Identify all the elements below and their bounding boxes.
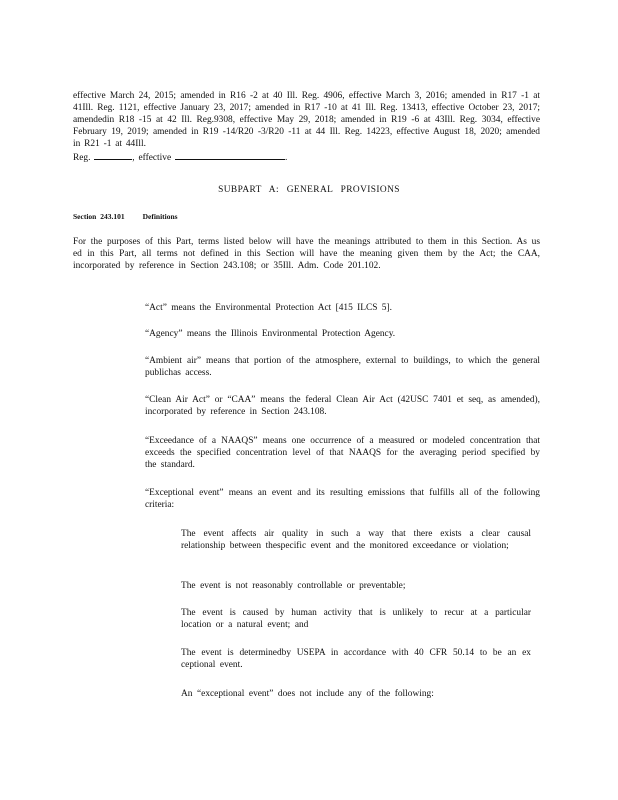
section-heading bbox=[73, 211, 196, 223]
subpart-heading: SUBPART A: GENERAL PROVISIONS bbox=[218, 185, 400, 195]
blank-line-date bbox=[175, 150, 285, 160]
definition-act: “Act” means the Environmental Protection Act [415 ILCS 5]. bbox=[145, 303, 392, 313]
definition-ambient-air: “Ambient air” means that portion of the atmosphere, external to buildings, to which the general publichas access. bbox=[145, 356, 540, 378]
blank-line-reg bbox=[94, 150, 132, 160]
criterion-not-controllable: The event is not reasonably controllable or preventable; bbox=[181, 581, 406, 591]
reg-end: . bbox=[284, 153, 288, 163]
section-title: Definitions bbox=[142, 212, 178, 221]
reg-middle: , effective bbox=[132, 153, 172, 163]
definition-exceptional-event: “Exceptional event” means an event and its resulting emissions that fulfills all of the following criteria: bbox=[145, 488, 540, 510]
definition-exceedance: “Exceedance of a NAAQS” means one occurrence of a measured or modeled concentration that exceeds the specified concentration level of that NAAQS for the averaging period specified by the standard. bbox=[145, 436, 540, 470]
criterion-human-or-natural: The event is caused by human activity that is unlikely to recur at a particular location or a natural event; and bbox=[181, 608, 531, 630]
criterion-usepa-determined: The event is determinedby USEPA in accordance with 40 CFR 50.14 to be an ex ceptional event. bbox=[181, 648, 531, 670]
criterion-causal-relationship: The event affects air quality in such a way that there exists a clear causal relationship between thespecific event and the monitored exceedance or violation; bbox=[181, 529, 531, 551]
section-number: Section 243.101 bbox=[73, 212, 125, 221]
amendment-history bbox=[73, 90, 540, 164]
amendment-history-text: effective March 24, 2015; amended in R16 -2 at 40 Ill. Reg. 4906, effective March 3, 2016; amended in R17 -1 at 41Ill. Reg. 1121, effective January 23, 2017; amended in R17 -10 at 41 Ill. Reg. 13413, effective October 23, 2017; amendedin R18 -15 at 42 Ill. Reg.9308, effective May 29, 2018; amended in R19 -6 at 43Ill. Reg. 3034, effective February 19, 2019; amended in R19 -14/R20 -3/R20 -11 at 44 Ill. Reg. 14223, effective August 18, 2020; amended in R21 -1 at 44Ill. bbox=[73, 91, 540, 149]
purpose-paragraph: For the purposes of this Part, terms listed below will have the meanings attributed to them in this Section. As us ed in this Part, all terms not defined in this Section will have the meaning given them by the Act; the CAA, incorporated by reference in Section 243.108; or 35Ill. Adm. Code 201.102. bbox=[73, 237, 540, 271]
definition-agency: “Agency” means the Illinois Environmental Protection Agency. bbox=[145, 329, 396, 339]
exclusions-intro: An “exceptional event” does not include any of the following: bbox=[181, 689, 434, 699]
definition-clean-air-act: “Clean Air Act” or “CAA” means the federal Clean Air Act (42USC 7401 et seq, as amended), incorporated by reference in Section 243.108. bbox=[145, 395, 540, 417]
reg-prefix: Reg. bbox=[73, 153, 91, 163]
